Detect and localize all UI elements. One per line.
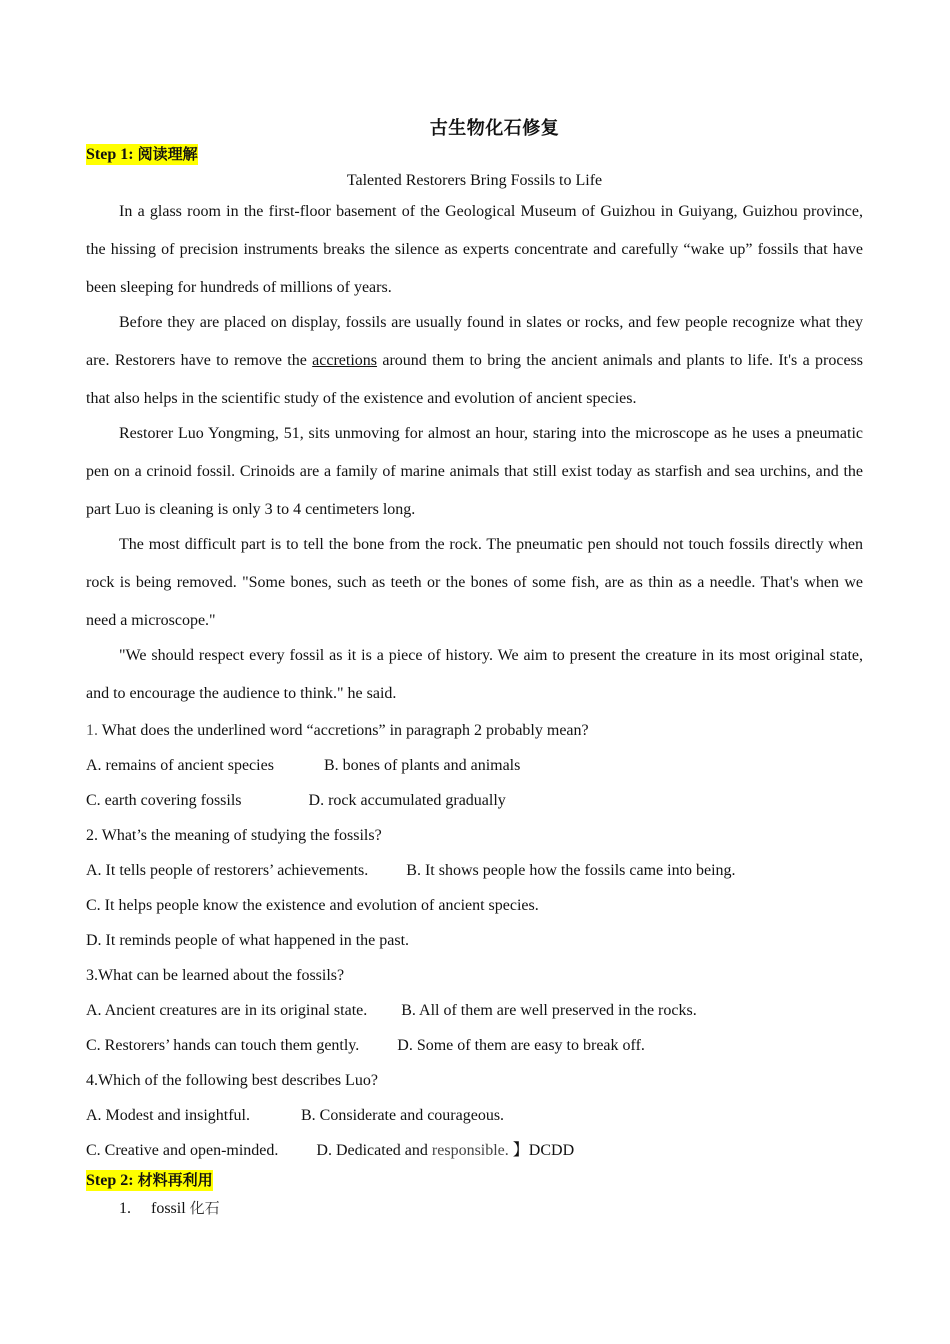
paragraph-2-before: Before they are placed on display, fossils are usually found in slates or rocks, and few people recognize what they are. Restorers have to remove the [86, 314, 863, 369]
vocab-word: fossil [151, 1200, 186, 1217]
q3-option-b: B. All of them are well preserved in the rocks. [401, 1002, 697, 1019]
q2-option-a: A. It tells people of restorers’ achievements. [86, 862, 369, 879]
q3-option-d: D. Some of them are easy to break off. [397, 1037, 645, 1054]
document-title: 古生物化石修复 [429, 118, 560, 139]
q4-option-b: B. Considerate and courageous. [301, 1107, 505, 1124]
q1-option-d: D. rock accumulated gradually [308, 792, 506, 809]
paragraph-1: In a glass room in the first-floor basement of the Geological Museum of Guizhou in Guiyang, Guizhou province, the hissing of precision instruments breaks the silence as experts concentrate and carefully “wake up” fossils that have been sleeping for hundreds of millions of years. [86, 203, 863, 296]
step2-label: Step 2: [86, 1172, 138, 1189]
q1-option-c: C. earth covering fossils [86, 792, 242, 809]
paragraph-3: Restorer Luo Yongming, 51, sits unmoving for almost an hour, staring into the microscope as he uses a pneumatic pen on a crinoid fossil. Crinoids are a family of marine animals that still exist today as starfish and sea urchins, and the part Luo is cleaning is only 3 to 4 centimeters long. [86, 425, 863, 518]
paragraph-4: The most difficult part is to tell the bone from the rock. The pneumatic pen should not touch fossils directly when rock is being removed. "Some bones, such as teeth or the bones of some fish, are as thin as a needle. That's when we need a microscope." [86, 536, 863, 629]
question-3-options-cd [86, 1028, 863, 1063]
vocab-word-zh: 化石 [189, 1199, 220, 1217]
question-4: 4.Which of the following best describes Luo? [86, 1072, 378, 1089]
article-title: Talented Restorers Bring Fossils to Life [346, 172, 603, 189]
step1-label-zh: 阅读理解 [137, 145, 198, 163]
question-4-options-cd [86, 1133, 863, 1168]
question-1-options-ab [86, 748, 863, 783]
q2-option-b: B. It shows people how the fossils came into being. [406, 862, 736, 879]
question-2-options-ab [86, 853, 863, 888]
underlined-word: accretions [312, 352, 378, 369]
vocab-number: 1. [119, 1200, 131, 1217]
step1-heading [86, 144, 863, 165]
step2-heading [86, 1170, 863, 1191]
q4-option-a: A. Modest and insightful. [86, 1107, 250, 1124]
paragraph-5: "We should respect every fossil as it is a piece of history. We aim to present the creature in its most original state, and to encourage the audience to think." he said. [86, 647, 863, 702]
q4-option-d-tail: responsible. [431, 1142, 509, 1159]
question-2: 2. What’s the meaning of studying the fossils? [86, 827, 382, 844]
q2-option-c: C. It helps people know the existence and evolution of ancient species. [86, 897, 539, 914]
q4-option-d: D. Dedicated and [316, 1142, 432, 1159]
question-1-number: 1. [86, 722, 98, 739]
question-1-stem: What does the underlined word “accretions” in paragraph 2 probably mean? [98, 722, 589, 739]
answer-key: 】DCDD [508, 1142, 575, 1159]
question-1 [86, 713, 863, 748]
step2-label-zh: 材料再利用 [137, 1171, 213, 1189]
q1-option-b: B. bones of plants and animals [323, 757, 521, 774]
step1-label: Step 1: [86, 146, 138, 163]
q2-option-d: D. It reminds people of what happened in the past. [86, 932, 410, 949]
q3-option-c: C. Restorers’ hands can touch them gently. [86, 1037, 360, 1054]
q4-option-c: C. Creative and open-minded. [86, 1142, 279, 1159]
document-page [86, 114, 863, 1224]
question-1-options-cd [86, 783, 863, 818]
q3-option-a: A. Ancient creatures are in its original state. [86, 1002, 368, 1019]
paragraph-2 [86, 304, 863, 418]
paragraph-2-after: around them to bring the ancient animals and plants to life. It's a process that also helps in the scientific study of the existence and evolution of ancient species. [86, 352, 863, 407]
question-3-options-ab [86, 993, 863, 1028]
vocab-item [119, 1193, 863, 1224]
question-3: 3.What can be learned about the fossils? [86, 967, 345, 984]
question-4-options-ab [86, 1098, 863, 1133]
q1-option-a: A. remains of ancient species [86, 757, 274, 774]
